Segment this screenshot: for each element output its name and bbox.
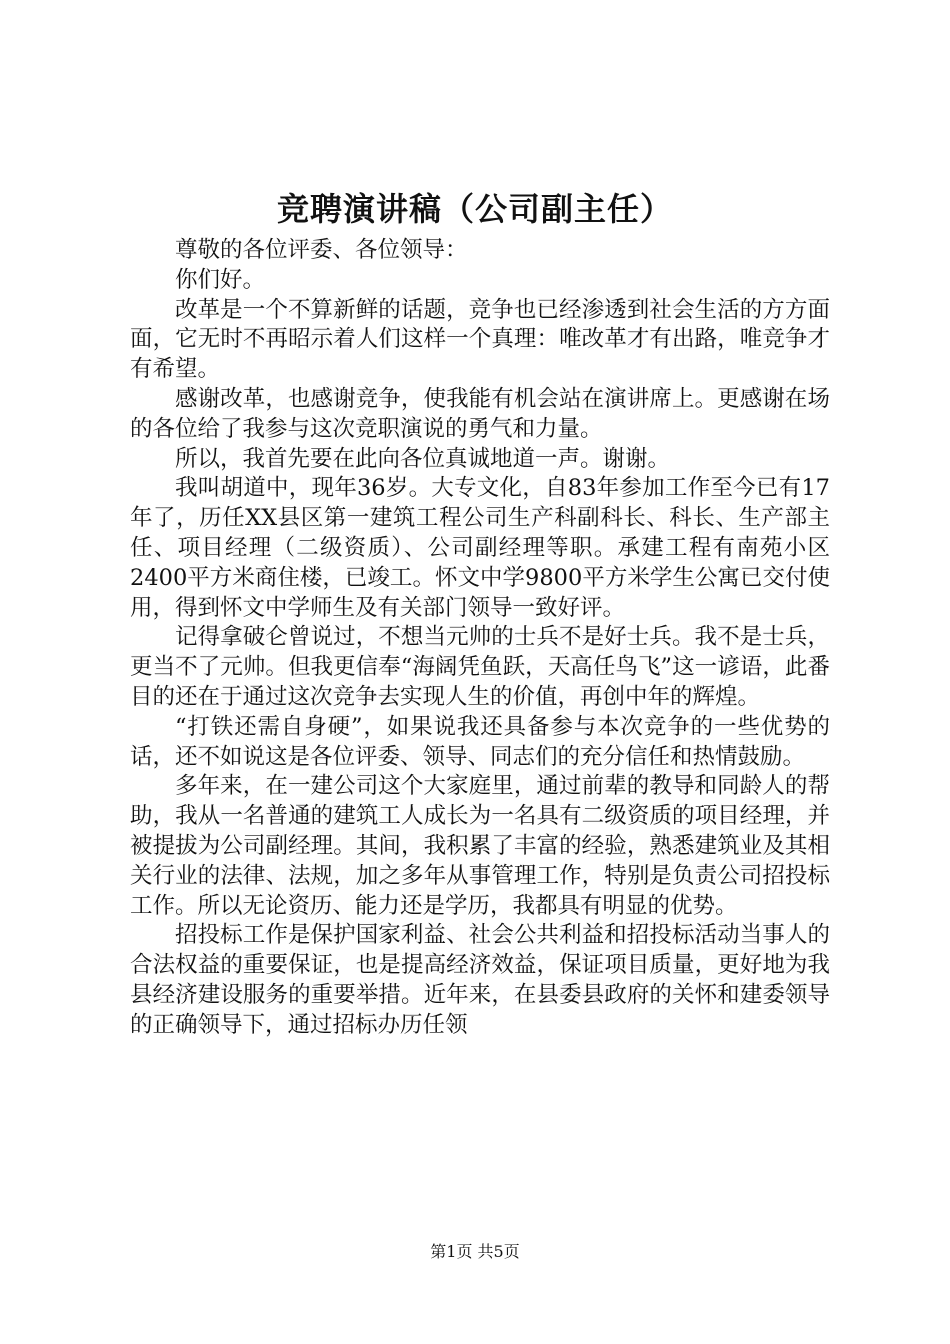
paragraph: 改革是一个不算新鲜的话题，竞争也已经渗透到社会生活的方方面面，它无时不再昭示着人们这样一个真理：唯改革才有出路，唯竞争才有希望。 bbox=[130, 296, 830, 383]
paragraph: 感谢改革，也感谢竞争，使我能有机会站在演讲席上。更感谢在场的各位给了我参与这次竞职演说的勇气和力量。 bbox=[130, 385, 830, 442]
document-body bbox=[130, 236, 830, 1041]
page-footer: 第1页 共5页 bbox=[430, 1242, 520, 1261]
paragraph: “打铁还需自身硬”，如果说我还具备参与本次竞争的一些优势的话，还不如说这是各位评委、领导、同志们的充分信任和热情鼓励。 bbox=[130, 713, 830, 770]
paragraph: 多年来，在一建公司这个大家庭里，通过前辈的教导和同龄人的帮助，我从一名普通的建筑工人成长为一名具有二级资质的项目经理，并被提拔为公司副经理。其间，我积累了丰富的经验，熟悉建筑业及其相关行业的法律、法规，加之多年从事管理工作，特别是负责公司招投标工作。所以无论资历、能力还是学历，我都具有明显的优势。 bbox=[130, 773, 830, 919]
paragraph: 记得拿破仑曾说过，不想当元帅的士兵不是好士兵。我不是士兵，更当不了元帅。但我更信奉“海阔凭鱼跃，天高任鸟飞”这一谚语，此番目的还在于通过这次竞争去实现人生的价值，再创中年的辉煌。 bbox=[130, 624, 830, 710]
document-title: 竞聘演讲稿（公司副主任） bbox=[276, 190, 673, 228]
paragraph: 我叫胡道中，现年36岁。大专文化，自83年参加工作至今已有17年了，历任XX县区第一建筑工程公司生产科副科长、科长、生产部主任、项目经理（二级资质）、公司副经理等职。承建工程有南苑小区2400平方米商住楼，已竣工。怀文中学9800平方米学生公寓已交付使用，得到怀文中学师生及有关部门领导一致好评。 bbox=[130, 475, 830, 621]
paragraph: 所以，我首先要在此向各位真诚地道一声。谢谢。 bbox=[175, 445, 671, 472]
paragraph-salutation: 尊敬的各位评委、各位领导： bbox=[175, 237, 468, 263]
paragraph: 招投标工作是保护国家利益、社会公共利益和招投标活动当事人的合法权益的重要保证，也是提高经济效益，保证项目质量，更好地为我县经济建设服务的重要举措。近年来，在县委县政府的关怀和建委领导的正确领导下，通过招标办历任领 bbox=[130, 922, 830, 1038]
paragraph-greeting: 你们好。 bbox=[175, 266, 266, 293]
